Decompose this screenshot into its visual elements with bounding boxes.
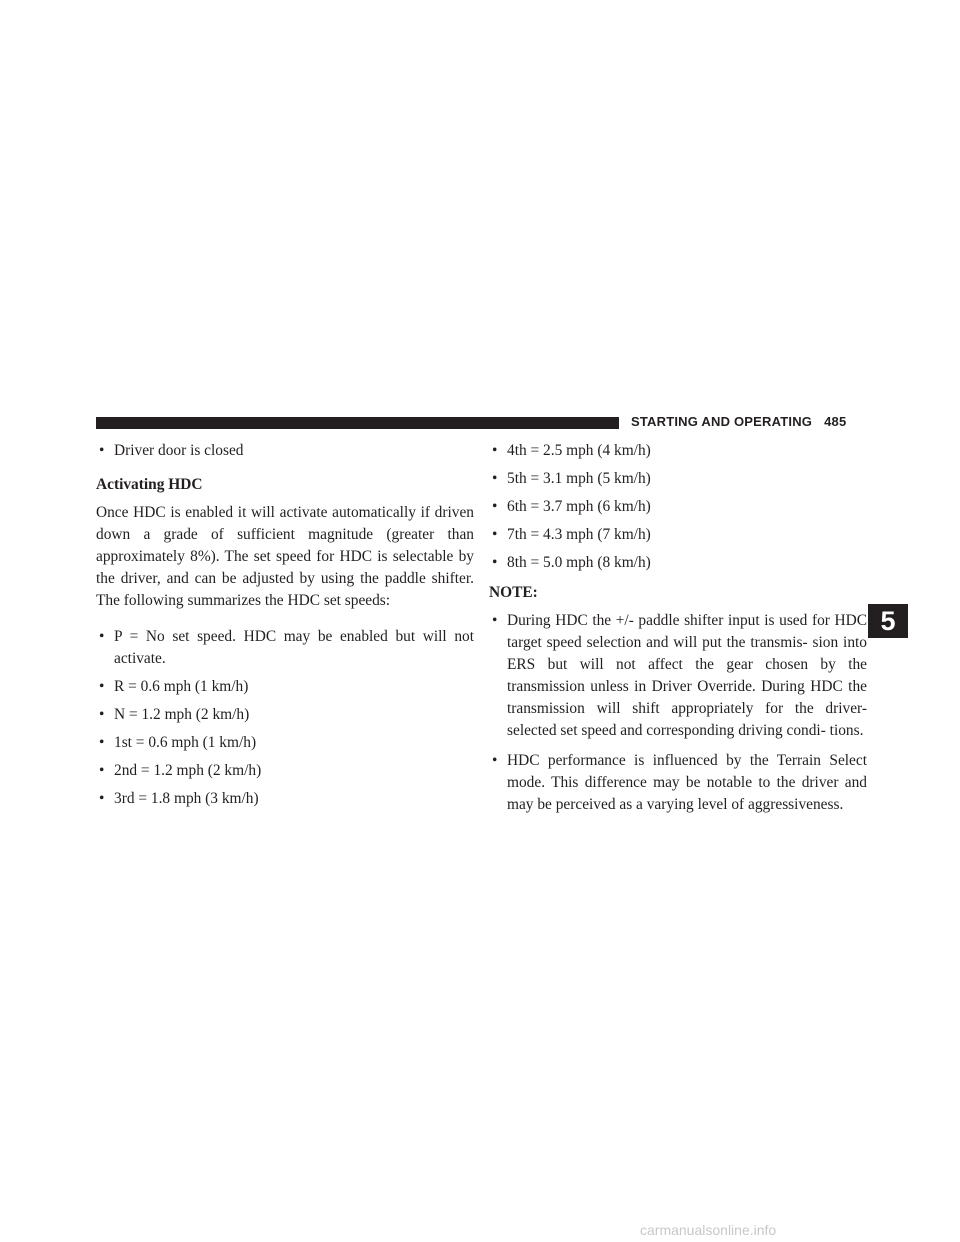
bullet-icon: • — [492, 498, 498, 515]
bullet-icon: • — [492, 470, 498, 487]
list-item — [489, 440, 867, 462]
bullet-icon: • — [99, 762, 105, 779]
bullet-icon: • — [492, 612, 498, 629]
list-item — [96, 760, 474, 782]
bullet-icon: • — [492, 526, 498, 543]
bullet-icon: • — [99, 734, 105, 751]
bullet-icon: • — [492, 554, 498, 571]
list-item — [489, 524, 867, 546]
list-item-text: 5th = 3.1 mph (5 km/h) — [507, 470, 651, 487]
bullet-icon: • — [99, 706, 105, 723]
running-header — [631, 414, 846, 429]
bullet-icon: • — [99, 628, 105, 645]
bullet-icon: • — [99, 678, 105, 695]
list-item — [96, 732, 474, 754]
list-item-text: Driver door is closed — [114, 442, 244, 459]
section-title: STARTING AND OPERATING — [631, 414, 813, 429]
list-item-text: 4th = 2.5 mph (4 km/h) — [507, 442, 651, 459]
section-heading: Activating HDC — [96, 476, 203, 493]
list-item-text: 8th = 5.0 mph (8 km/h) — [507, 554, 651, 571]
bullet-icon: • — [99, 442, 105, 459]
note-item — [489, 750, 867, 816]
list-item — [96, 788, 474, 810]
watermark: carmanualsonline.info — [640, 1222, 777, 1238]
list-item-text: N = 1.2 mph (2 km/h) — [114, 706, 250, 723]
list-item-text: 2nd = 1.2 mph (2 km/h) — [114, 762, 262, 779]
bullet-icon: • — [492, 442, 498, 459]
list-item-text: 7th = 4.3 mph (7 km/h) — [507, 526, 651, 543]
body-paragraph: Once HDC is enabled it will activate automatically if driven down a grade of sufficient magnitude (greater than approximately 8%). The set speed for HDC is selectable by the driver, and can be adjusted by using the paddle shifter. The following summarizes the HDC set speeds: — [96, 504, 474, 609]
list-item — [489, 552, 867, 574]
list-item-text: P = No set speed. HDC may be enabled but will not activate. — [114, 628, 474, 667]
list-item-text: 3rd = 1.8 mph (3 km/h) — [114, 790, 259, 807]
list-item — [489, 468, 867, 490]
header-rule — [96, 417, 619, 429]
page-number: 485 — [824, 414, 847, 429]
list-item — [96, 626, 474, 670]
note-item — [489, 610, 867, 742]
list-item — [489, 496, 867, 518]
note-label: NOTE: — [489, 584, 538, 601]
bullet-icon: • — [492, 752, 498, 769]
list-item — [96, 704, 474, 726]
note-text: HDC performance is influenced by the Terrain Select mode. This difference may be notable to the driver and may be perceived as a varying level of aggressiveness. — [507, 752, 867, 813]
left-column — [96, 440, 474, 816]
list-item — [96, 440, 474, 462]
right-column — [489, 440, 867, 822]
list-item — [96, 676, 474, 698]
list-item-text: R = 0.6 mph (1 km/h) — [114, 678, 249, 695]
list-item-text: 1st = 0.6 mph (1 km/h) — [114, 734, 257, 751]
list-item-text: 6th = 3.7 mph (6 km/h) — [507, 498, 651, 515]
chapter-tab: 5 — [868, 604, 908, 638]
note-text: During HDC the +/- paddle shifter input is used for HDC target speed selection and will put the transmis- sion into ERS but will not affect the gear chosen by the transmission unless in Driver Override. During HDC the transmission will shift appropriately for the driver- selected set speed and corresponding driving condi- tions. — [507, 612, 867, 739]
bullet-icon: • — [99, 790, 105, 807]
